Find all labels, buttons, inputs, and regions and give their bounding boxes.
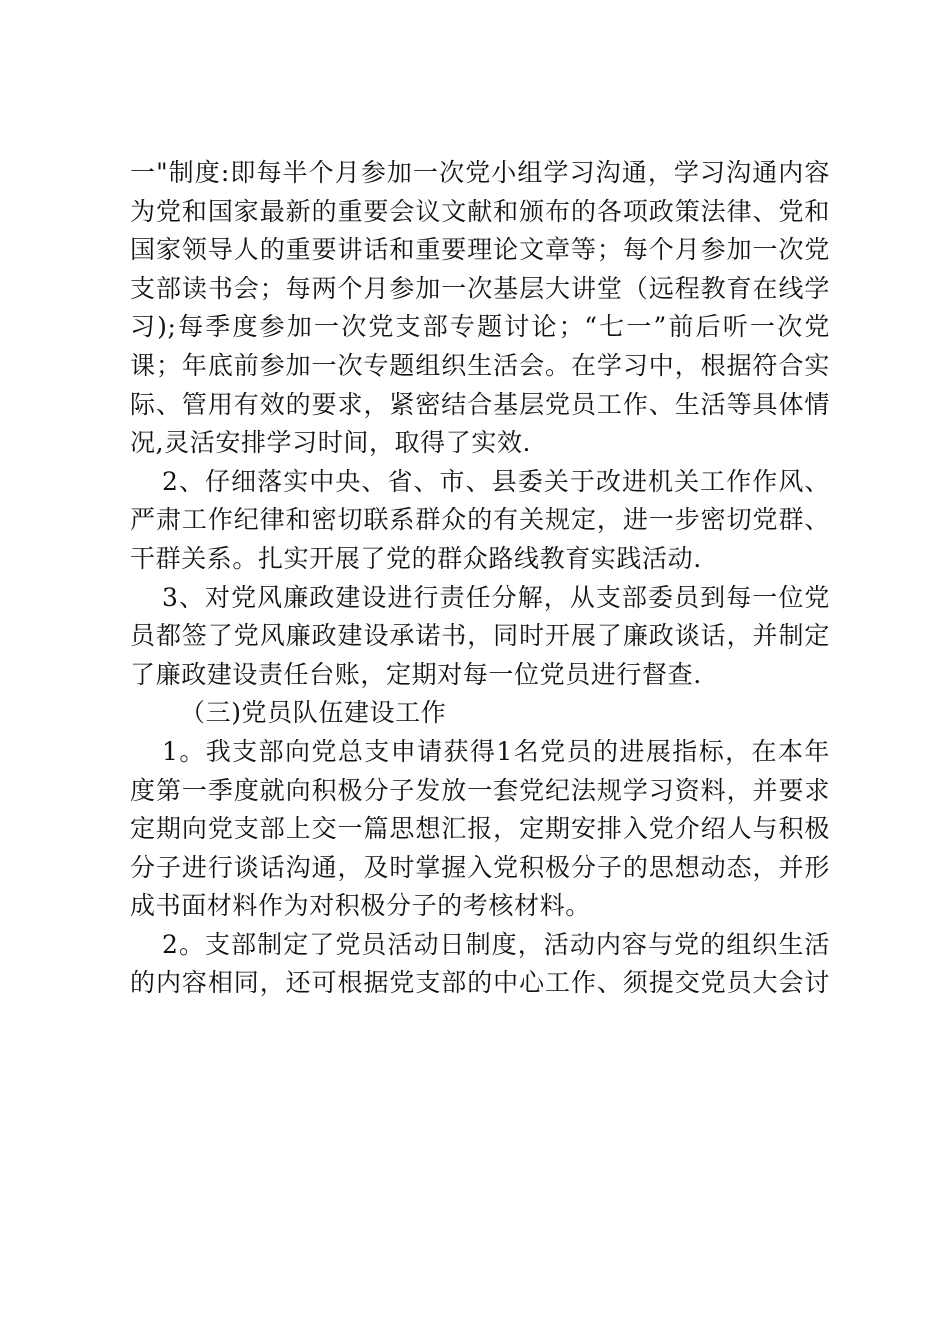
text-line: 一"制度:即每半个月参加一次党小组学习沟通，学习沟通内容 [130,158,830,187]
text-line: 员都签了党风廉政建设承诺书，同时开展了廉政谈话，并制定 [130,621,830,651]
text-line: 严肃工作纪律和密切联系群众的有关规定，进一步密切党群、 [130,505,830,535]
text-line: 际、管用有效的要求，紧密结合基层党员工作、生活等具体情 [130,389,830,419]
text-line: 成书面材料作为对积极分子的考核材料。 [130,891,591,921]
text-line: 习);每季度参加一次党支部专题讨论；“七一”前后听一次党 [130,312,830,342]
section-heading: （三)党员队伍建设工作 [180,698,447,728]
text-line: 支部读书会；每两个月参加一次基层大讲堂（远程教育在线学 [130,273,830,303]
text-line: 定期向党支部上交一篇思想汇报，定期安排入党介绍人与积极 [130,814,830,844]
paragraph-start-line: 2。支部制定了党员活动日制度，活动内容与党的组织生活 [162,929,830,959]
text-line: 为党和国家最新的重要会议文献和颁布的各项政策法律、党和 [130,196,830,226]
text-line: 况,灵活安排学习时间，取得了实效. [130,428,532,458]
text-line: 课；年底前参加一次专题组织生活会。在学习中，根据符合实 [130,350,830,380]
text-line: 分子进行谈话沟通，及时掌握入党积极分子的思想动态，并形 [130,852,830,882]
text-line: 度第一季度就向积极分子发放一套党纪法规学习资料，并要求 [130,775,830,805]
text-line: 了廉政建设责任台账，定期对每一位党员进行督查. [130,659,702,689]
text-line: 国家领导人的重要讲话和重要理论文章等；每个月参加一次党 [130,235,830,265]
text-line: 干群关系。扎实开展了党的群众路线教育实践活动. [130,543,702,573]
paragraph-start-line: 1。我支部向党总支申请获得1名党员的进展指标，在本年 [162,736,830,766]
paragraph-start-line: 2、仔细落实中央、省、市、县委关于改进机关工作作风、 [162,466,830,496]
text-line: 的内容相同，还可根据党支部的中心工作、须提交党员大会讨 [130,968,830,998]
body-text [130,154,830,1003]
paragraph-start-line: 3、对党风廉政建设进行责任分解，从支部委员到每一位党 [162,582,830,612]
